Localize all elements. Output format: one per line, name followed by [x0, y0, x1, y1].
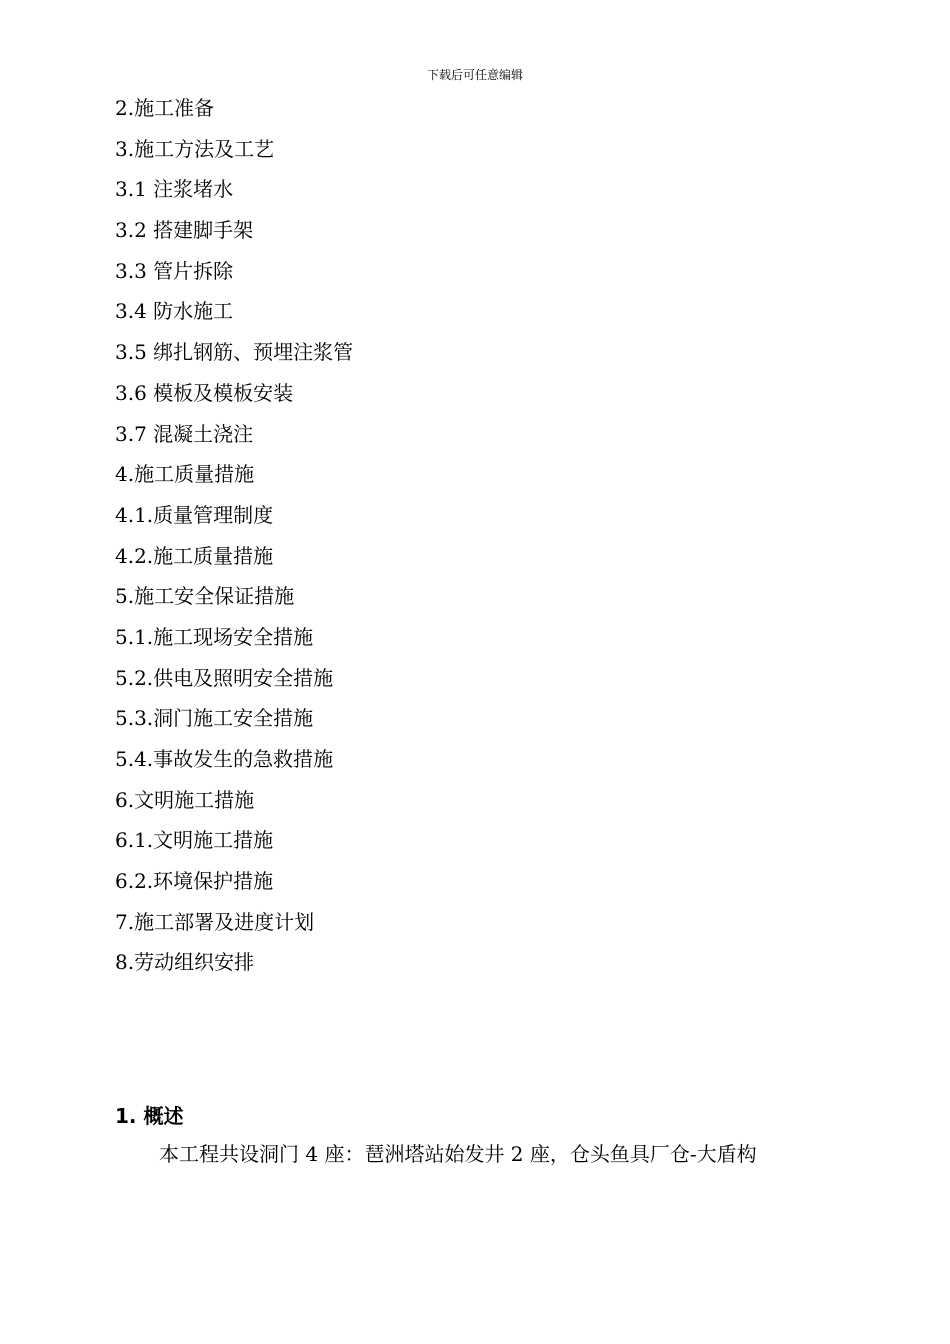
toc-item: 3.2 搭建脚手架 — [115, 218, 254, 243]
toc-item: 3.3 管片拆除 — [115, 258, 234, 283]
toc-item: 6.1.文明施工措施 — [115, 828, 274, 853]
section-heading: 1. 概述 — [115, 1104, 184, 1128]
toc-item: 4.施工质量措施 — [115, 462, 255, 487]
toc-item: 7.施工部署及进度计划 — [115, 909, 315, 934]
toc-item: 5.施工安全保证措施 — [115, 584, 295, 609]
table-of-contents — [115, 88, 353, 983]
toc-item: 6.2.环境保护措施 — [115, 869, 274, 894]
toc-item: 3.施工方法及工艺 — [115, 136, 275, 161]
toc-item: 8.劳动组织安排 — [115, 950, 255, 975]
toc-item: 2.施工准备 — [115, 96, 215, 120]
toc-item: 6.文明施工措施 — [115, 787, 255, 812]
toc-item: 5.2.供电及照明安全措施 — [115, 665, 334, 690]
toc-item: 5.1.施工现场安全措施 — [115, 624, 314, 649]
toc-item: 4.2.施工质量措施 — [115, 543, 274, 568]
toc-item: 3.4 防水施工 — [115, 299, 234, 324]
toc-item: 3.7 混凝土浇注 — [115, 421, 254, 446]
toc-item: 3.5 绑扎钢筋、预埋注浆管 — [115, 340, 354, 365]
section-body-paragraph: 本工程共设洞门 4 座：琶洲塔站始发井 2 座，仓头鱼具厂仓-大盾构 — [159, 1142, 757, 1166]
toc-item: 3.6 模板及模板安装 — [115, 380, 294, 405]
toc-item: 3.1 注浆堵水 — [115, 177, 234, 202]
page-header-note: 下载后可任意编辑 — [426, 68, 523, 82]
toc-item: 4.1.质量管理制度 — [115, 502, 274, 527]
toc-item: 5.4.事故发生的急救措施 — [115, 747, 334, 771]
toc-item: 5.3.洞门施工安全措施 — [115, 706, 314, 731]
